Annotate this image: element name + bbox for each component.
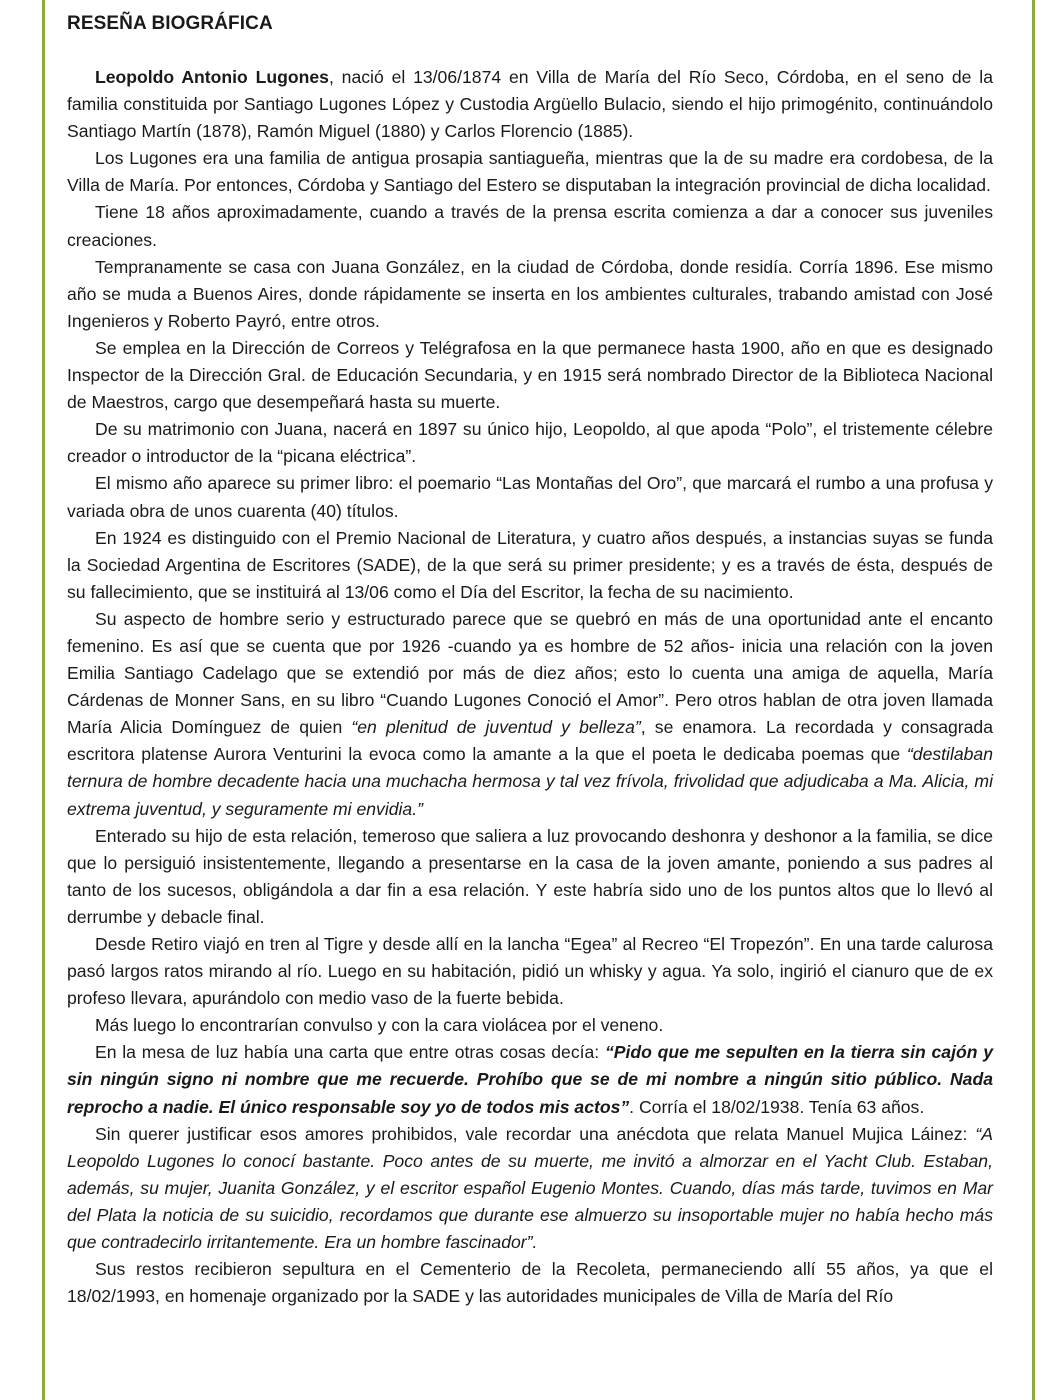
paragraph: [67, 64, 993, 145]
paragraph: [67, 1256, 993, 1310]
paragraph-text: , nació el 13/06/1874 en Villa de María del Río Seco, Córdoba, en el seno de la familia constituida por Santiago Lugones López y Custodia Argüello Bulacio, siendo el hijo primogénito, continuándolo Santiago Martín (1878), Ramón Miguel (1880) y Carlos Florencio (1885).: [67, 67, 993, 142]
paragraph: [67, 525, 993, 606]
biography-article: [67, 10, 993, 1310]
paragraph: [67, 1121, 993, 1256]
paragraph: [67, 199, 993, 253]
paragraph-text: En 1924 es distinguido con el Premio Nacional de Literatura, y cuatro años después, a instancias suyas se funda la Sociedad Argentina de Escritores (SADE), de la que será su primer presidente; y es a través de ésta, después de su fallecimiento, que se instituirá al 13/06 como el Día del Escritor, la fecha de su nacimiento.: [67, 527, 993, 602]
paragraph: [67, 416, 993, 470]
bold-italic-text: “Pido que me sepulten en la tierra sin cajón y sin ningún signo ni nombre que me recuerde. Prohíbo que se de mi nombre a ningún sitio público. Nada reprocho a nadie. El único responsable soy yo de todos mis actos”: [67, 1042, 994, 1117]
paragraph-text: Tempranamente se casa con Juana González, en la ciudad de Córdoba, donde residía. Corría 1896. Ese mismo año se muda a Buenos Aires, donde rápidamente se inserta en los ambientes culturales, trabando amistad con José Ingenieros y Roberto Payró, entre otros.: [67, 256, 993, 331]
paragraph: [67, 145, 993, 199]
italic-text: “destilaban ternura de hombre decadente hacia una muchacha hermosa y tal vez frívola, frivolidad que adjudicaba a Ma. Alicia, mi extrema juventud, y seguramente mi envidia.”: [67, 744, 993, 819]
page-border-left: [42, 0, 45, 1400]
paragraph-text: En la mesa de luz había una carta que entre otras cosas decía:: [95, 1042, 605, 1063]
paragraph-text: De su matrimonio con Juana, nacerá en 1897 su único hijo, Leopoldo, al que apoda “Polo”, el tristemente célebre creador o introductor de la “picana eléctrica”.: [67, 419, 993, 467]
paragraph-text: Los Lugones era una familia de antigua prosapia santiagueña, mientras que la de su madre era cordobesa, de la Villa de María. Por entonces, Córdoba y Santiago del Estero se disputaban la integración provincial de dicha localidad.: [67, 148, 993, 196]
italic-text: “en plenitud de juventud y belleza”: [351, 717, 641, 738]
paragraph-text: Sin querer justificar esos amores prohibidos, vale recordar una anécdota que relata Manuel Mujica Láinez:: [95, 1123, 976, 1144]
italic-text: “A Leopoldo Lugones lo conocí bastante. Poco antes de su muerte, me invitó a almorzar en el Yacht Club. Estaban, además, su mujer, Juanita González, y el escritor español Eugenio Montes. Cuando, días más tarde, tuvimos en Mar del Plata la noticia de su suicidio, recordamos que durante ese almuerzo su insoportable mujer no había hecho más que contradecirlo irritantemente. Era un hombre fascinador”.: [67, 1123, 993, 1253]
paragraph: [67, 254, 993, 335]
paragraph: [67, 335, 993, 416]
article-body: [67, 64, 993, 1310]
paragraph-text: Desde Retiro viajó en tren al Tigre y desde allí en la lancha “Egea” al Recreo “El Tropezón”. En una tarde calurosa pasó largos ratos mirando al río. Luego en su habitación, pidió un whisky y agua. Ya solo, ingirió el cianuro que de ex profeso llevara, apurándolo con medio vaso de la fuerte bebida.: [67, 934, 993, 1009]
paragraph: [67, 1039, 993, 1120]
paragraph-text: Su aspecto de hombre serio y estructurado parece que se quebró en más de una oportunidad ante el encanto femenino. Es así que se cuenta que por 1926 -cuando ya es hombre de 52 años- inicia una relación con la joven Emilia Santiago Cadelago que se extendió por más de diez años; esto lo cuenta una amiga de aquella, María Cárdenas de Monner Sans, en su libro “Cuando Lugones Conoció el Amor”. Pero otros hablan de otra joven llamada María Alicia Domínguez de quien: [67, 608, 993, 738]
paragraph-text: El mismo año aparece su primer libro: el poemario “Las Montañas del Oro”, que marcará el rumbo a una profusa y variada obra de unos cuarenta (40) títulos.: [67, 473, 993, 521]
paragraph-text: Más luego lo encontrarían convulso y con la cara violácea por el veneno.: [95, 1015, 664, 1036]
paragraph-text: Enterado su hijo de esta relación, temeroso que saliera a luz provocando deshonra y deshonor a la familia, se dice que lo persiguió insistentemente, llegando a presentarse en la casa de la joven amante, poniendo a sus padres al tanto de los sucesos, obligándola a dar fin a esa relación. Y este habría sido uno de los puntos altos que lo llevó al derrumbe y debacle final.: [67, 825, 993, 927]
paragraph-text: . Corría el 18/02/1938. Tenía 63 años.: [629, 1096, 925, 1117]
paragraph-text: , se enamora. La recordada y consagrada escritora platense Aurora Venturini la evoca como la amante a la que el poeta le dedicaba poemas que: [67, 717, 993, 765]
page-border-right: [1032, 0, 1035, 1400]
paragraph: [67, 1012, 993, 1039]
paragraph: [67, 606, 993, 823]
paragraph-text: Tiene 18 años aproximadamente, cuando a través de la prensa escrita comienza a dar a conocer sus juveniles creaciones.: [67, 202, 993, 250]
paragraph-text: Sus restos recibieron sepultura en el Cementerio de la Recoleta, permaneciendo allí 55 años, ya que el 18/02/1993, en homenaje organizado por la SADE y las autoridades municipales de Villa de María del Río: [67, 1259, 993, 1307]
paragraph: [67, 823, 993, 931]
paragraph: [67, 931, 993, 1012]
paragraph: [67, 470, 993, 524]
section-title: RESEÑA BIOGRÁFICA: [67, 13, 273, 34]
bold-text: Leopoldo Antonio Lugones: [95, 67, 329, 87]
paragraph-text: Se emplea en la Dirección de Correos y Telégrafosa en la que permanece hasta 1900, año en que es designado Inspector de la Dirección Gral. de Educación Secundaria, y en 1915 será nombrado Director de la Biblioteca Nacional de Maestros, cargo que desempeñará hasta su muerte.: [67, 337, 993, 413]
